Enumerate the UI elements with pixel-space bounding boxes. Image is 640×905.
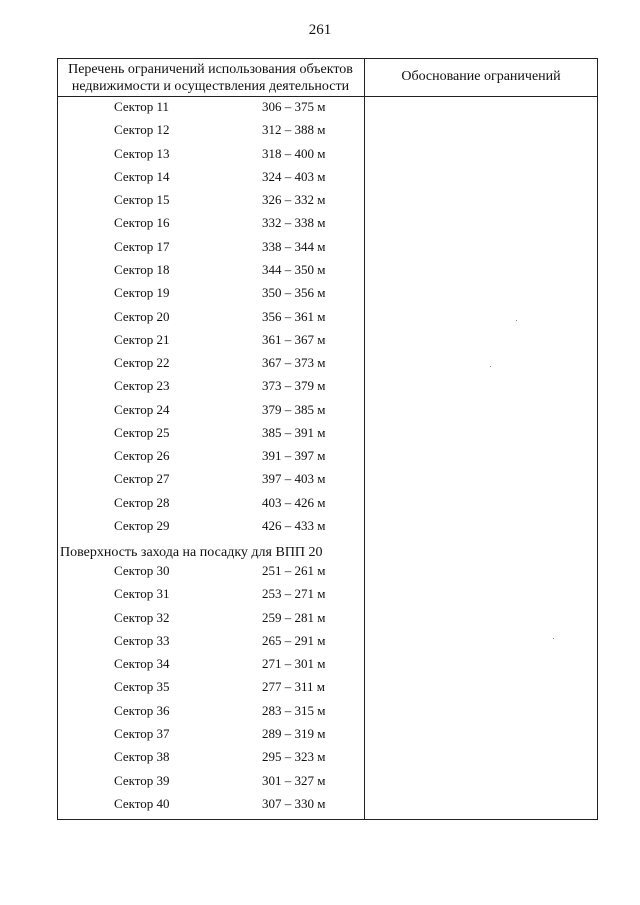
sector-name: Сектор 28 [114,494,170,510]
height-range: 259 – 281 м [262,609,326,625]
table-row [58,355,363,375]
sector-name: Сектор 15 [114,192,170,208]
height-range: 338 – 344 м [262,238,326,254]
sector-name: Сектор 23 [114,378,170,394]
height-range: 332 – 338 м [262,215,326,231]
table-row [58,656,363,676]
height-range: 307 – 330 м [262,795,326,811]
table-border-right [597,58,598,820]
height-range: 324 – 403 м [262,168,326,184]
height-range: 271 – 301 м [262,656,326,672]
header-restrictions-list: Перечень ограничений использования объектов недвижимости и осуществления деятельности [68,62,353,94]
sector-name: Сектор 29 [114,518,170,534]
sector-name: Сектор 18 [114,261,170,277]
table-row [58,332,363,352]
table-row [58,378,363,398]
table-border-top [57,58,598,59]
sector-name: Сектор 34 [114,656,170,672]
sector-name: Сектор 24 [114,401,170,417]
height-range: 379 – 385 м [262,401,326,417]
height-range: 403 – 426 м [262,494,326,510]
height-range: 361 – 367 м [262,331,326,347]
table-row [58,703,363,723]
table-row [58,169,363,189]
sector-name: Сектор 33 [114,632,170,648]
sector-name: Сектор 17 [114,238,170,254]
table-row [58,146,363,166]
height-range: 312 – 388 м [262,122,326,138]
table-row [58,563,363,583]
height-range: 318 – 400 м [262,145,326,161]
section-title-approach-surface: Поверхность захода на посадку для ВПП 20 [60,545,323,560]
height-range: 277 – 311 м [262,679,325,695]
table-row [58,402,363,422]
table-row [58,309,363,329]
table-row [58,99,363,119]
sector-name: Сектор 11 [114,99,170,114]
sector-name: Сектор 25 [114,424,170,440]
sector-name: Сектор 19 [114,285,170,301]
height-range: 391 – 397 м [262,448,326,464]
sector-name: Сектор 38 [114,749,170,765]
table-row [58,773,363,793]
page-number: 261 [308,22,332,38]
height-range: 283 – 315 м [262,702,326,718]
table-row [58,448,363,468]
sector-name: Сектор 27 [114,471,170,487]
table-row [58,495,363,515]
height-range: 367 – 373 м [262,355,326,371]
height-range: 265 – 291 м [262,632,326,648]
table-row [58,796,363,816]
sector-name: Сектор 20 [114,308,170,324]
height-range: 356 – 361 м [262,308,326,324]
height-range: 350 – 356 м [262,285,326,301]
table-row [58,749,363,769]
height-range: 253 – 271 м [262,586,326,602]
table-row [58,285,363,305]
header-justification: Обоснование ограничений [401,69,561,84]
sector-name: Сектор 12 [114,122,170,138]
table-row [58,192,363,212]
table-row [58,215,363,235]
sector-name: Сектор 40 [114,795,170,811]
sector-name: Сектор 14 [114,168,170,184]
scan-speck [490,366,491,367]
sector-name: Сектор 16 [114,215,170,231]
height-range: 289 – 319 м [262,725,326,741]
sector-name: Сектор 22 [114,355,170,371]
table-row [58,586,363,606]
sector-name: Сектор 35 [114,679,170,695]
table-row [58,679,363,699]
height-range: 426 – 433 м [262,518,326,534]
sector-name: Сектор 37 [114,725,170,741]
height-range: 373 – 379 м [262,378,326,394]
header-underline-right [364,96,598,97]
sector-name: Сектор 26 [114,448,170,464]
table-row [58,239,363,259]
height-range: 385 – 391 м [262,424,326,440]
height-range: 397 – 403 м [262,471,326,487]
table-row [58,425,363,445]
table-row [58,471,363,491]
height-range: 295 – 323 м [262,749,326,765]
table-row [58,726,363,746]
table-row [58,610,363,630]
sector-name: Сектор 13 [114,145,170,161]
sector-name: Сектор 32 [114,609,170,625]
table-row [58,518,363,538]
height-range: 326 – 332 м [262,192,326,208]
height-range: 251 – 261 м [262,563,326,578]
column-divider [364,58,365,820]
table-row [58,633,363,653]
height-range: 344 – 350 м [262,261,326,277]
table-row [58,262,363,282]
header-underline-left [57,96,365,97]
height-range: 306 – 375 м [262,99,326,114]
scan-speck [516,320,517,321]
sector-name: Сектор 30 [114,563,170,578]
scan-speck [553,638,554,639]
sector-name: Сектор 31 [114,586,170,602]
height-range: 301 – 327 м [262,772,326,788]
sector-name: Сектор 36 [114,702,170,718]
sector-name: Сектор 39 [114,772,170,788]
sector-name: Сектор 21 [114,331,170,347]
table-border-bottom [57,819,598,820]
table-row [58,122,363,142]
